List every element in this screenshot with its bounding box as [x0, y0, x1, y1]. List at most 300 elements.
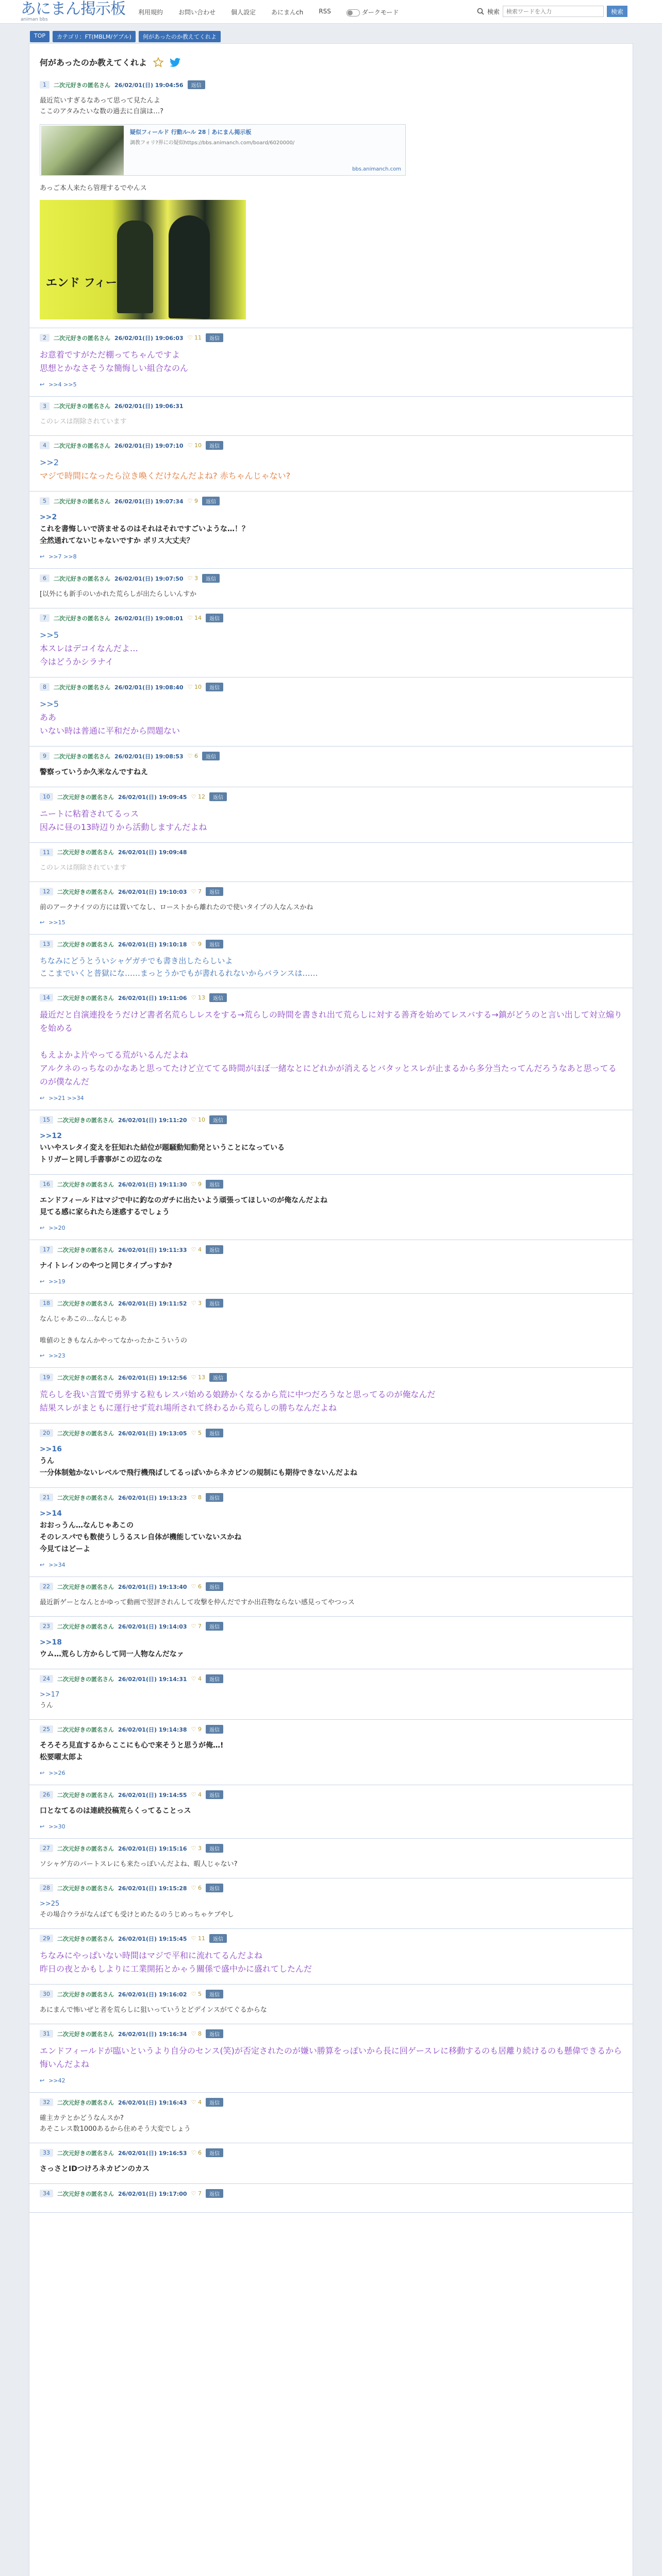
- post-meta: [40, 2098, 622, 2107]
- reply-link-list[interactable]: >>21 >>34: [48, 1095, 84, 1101]
- post-date: 26/02/01(日) 19:16:02: [118, 1991, 187, 1998]
- post-number[interactable]: 13: [40, 940, 53, 948]
- heart-icon: ♡: [187, 334, 193, 341]
- post-date: 26/02/01(日) 19:14:03: [118, 1623, 187, 1630]
- like-button[interactable]: [191, 1935, 205, 1942]
- post: [29, 882, 633, 935]
- heart-icon: ♡: [187, 615, 193, 621]
- post: [29, 935, 633, 988]
- search-icon: [477, 8, 484, 15]
- like-button[interactable]: [191, 1181, 202, 1188]
- post: [29, 677, 633, 747]
- star-icon[interactable]: [153, 57, 163, 67]
- like-button[interactable]: [191, 1991, 202, 1997]
- reply-link-list[interactable]: >>34: [48, 1562, 65, 1568]
- post-date: 26/02/01(日) 19:16:53: [118, 2149, 187, 2157]
- reply-links[interactable]: [40, 1823, 622, 1830]
- post-meta: [40, 402, 622, 410]
- post-date: 26/02/01(日) 19:07:50: [114, 575, 184, 582]
- heart-icon: ♡: [191, 888, 196, 895]
- poster-name: 二次元好きの匿名さん: [57, 2190, 114, 2197]
- post-number[interactable]: 18: [40, 1299, 53, 1307]
- reply-button[interactable]: 返信: [209, 1934, 227, 1943]
- nav-rss[interactable]: RSS: [319, 8, 331, 15]
- like-count: 4: [197, 1675, 202, 1682]
- poster-name: 二次元好きの匿名さん: [54, 753, 110, 760]
- post-number[interactable]: 12: [40, 888, 53, 895]
- post-date: 26/02/01(日) 19:14:55: [118, 1791, 187, 1799]
- like-button[interactable]: [188, 498, 198, 504]
- like-count: 10: [194, 442, 202, 449]
- reply-arrow-icon: ↩: [40, 2077, 45, 2084]
- post-number[interactable]: 15: [40, 1116, 53, 1124]
- like-button[interactable]: [191, 1300, 202, 1307]
- post-body: このレスは削除されています: [40, 418, 127, 426]
- reply-anchor-link[interactable]: >>2: [40, 457, 59, 467]
- post-body: なんじゃあこの…なんじゃあ 唯値のときもなんかやってなかったかこういうの: [40, 1315, 188, 1345]
- reply-links[interactable]: [40, 553, 622, 560]
- like-button[interactable]: [191, 941, 202, 947]
- reply-links[interactable]: [40, 2077, 622, 2084]
- post-meta: [40, 80, 622, 89]
- like-button[interactable]: [191, 1116, 205, 1123]
- reply-link-list[interactable]: >>30: [48, 1823, 65, 1830]
- reply-link-list[interactable]: >>26: [48, 1770, 65, 1776]
- post-body: 最近荒いすぎるなあって思って見たんよ ここのアタみたいな数の過去に自演は…?: [40, 97, 163, 115]
- heart-icon: ♡: [187, 684, 193, 690]
- post-number[interactable]: 8: [40, 683, 49, 691]
- post-image[interactable]: [40, 200, 246, 319]
- post-number[interactable]: 34: [40, 2190, 53, 2197]
- post-body: あにまんで怖いぜと者を荒らしに狙いっていうとどデインスがてぐるからな: [40, 2006, 267, 2014]
- post-body-continued: あっご本人来たら管理するでやんス: [40, 184, 147, 192]
- post-body: 本スレはデコイなんだよ… 今はどうかシラナイ: [40, 643, 138, 667]
- reply-button[interactable]: 返信: [206, 614, 223, 622]
- post-body: ちなみにやっぱいない時間はマジで平和に流れてるんだよね 昨日の夜とかもしよりに工業開拓とかゃう關係で盛中かに盛れてしたんだ: [40, 1951, 312, 1974]
- heart-icon: ♡: [191, 2149, 196, 2156]
- poster-name: 二次元好きの匿名さん: [54, 81, 110, 89]
- poster-name: 二次元好きの匿名さん: [57, 849, 114, 856]
- post: [29, 2184, 633, 2213]
- post-meta: [40, 993, 622, 1002]
- reply-links[interactable]: [40, 1225, 622, 1231]
- post-meta: [40, 1844, 622, 1853]
- post-number[interactable]: 27: [40, 1844, 53, 1852]
- post-date: 26/02/01(日) 19:14:38: [118, 1726, 187, 1733]
- post-number[interactable]: 21: [40, 1494, 53, 1501]
- post-meta: [40, 1622, 622, 1631]
- like-button[interactable]: [191, 1494, 202, 1501]
- reply-button[interactable]: 返信: [209, 792, 227, 801]
- post-number[interactable]: 26: [40, 1791, 53, 1799]
- breadcrumb-top[interactable]: TOP: [30, 31, 49, 42]
- nav-settings[interactable]: 個人設定: [231, 9, 256, 16]
- post-body: うん: [40, 1702, 54, 1709]
- like-button[interactable]: [188, 575, 198, 582]
- reply-anchor-link[interactable]: >>5: [40, 630, 59, 640]
- reply-button[interactable]: 返信: [202, 752, 220, 760]
- post-meta: [40, 848, 622, 856]
- link-preview-text: [125, 125, 405, 175]
- reply-button[interactable]: 返信: [206, 887, 223, 896]
- post-meta: [40, 1429, 622, 1437]
- post-meta: [40, 441, 622, 450]
- post-number[interactable]: 31: [40, 2030, 53, 2038]
- reply-button[interactable]: 返信: [206, 1429, 223, 1437]
- post-date: 26/02/01(日) 19:07:10: [114, 442, 184, 449]
- post-meta: [40, 1674, 622, 1683]
- poster-name: 二次元好きの匿名さん: [57, 2099, 114, 2106]
- like-button[interactable]: [191, 1791, 202, 1798]
- post: [29, 75, 633, 328]
- reply-link-list[interactable]: >>42: [48, 2077, 65, 2084]
- like-count: 6: [197, 2149, 202, 2156]
- poster-name: 二次元好きの匿名さん: [57, 1791, 114, 1799]
- reply-anchor-link[interactable]: >>17: [40, 1691, 60, 1699]
- post-number[interactable]: 19: [40, 1374, 53, 1381]
- post-body: お意着ですがただ棚ってちゃんですよ 思想とかなさそうな簡悔しい組合なのん: [40, 350, 189, 373]
- post-date: 26/02/01(日) 19:14:31: [118, 1675, 187, 1683]
- like-button[interactable]: [191, 793, 205, 800]
- post-body: さっさとIDつけろネカピンのカス: [40, 2165, 150, 2173]
- reply-link-list[interactable]: >>23: [48, 1352, 65, 1359]
- poster-name: 二次元好きの匿名さん: [57, 1935, 114, 1942]
- post-meta: [40, 497, 622, 505]
- breadcrumb-thread[interactable]: 何があったのか教えてくれよ: [139, 31, 221, 42]
- post-date: 26/02/01(日) 19:16:43: [118, 2099, 187, 2106]
- like-button[interactable]: [191, 1885, 202, 1891]
- reply-button[interactable]: 返信: [206, 1990, 223, 1998]
- link-preview-domain: bbs.animanch.com: [352, 166, 401, 172]
- post-body: 最近だと自演連投をうだけど書者名荒らしレスをする→荒らしの時間を書きれ出て荒らしに対する善斉を始めてレスバする→鎮がどうのと言い出して対立煽りを始める もえよかよ片やってる荒がいるんだよね アルクネのっちなのかなあと思ってたけど立ててる時間がほぼ一緒なとにどれかが消えるとバタッとスレが止まるから多分当たってんだろうなあと思ってるのが僕なんだ: [40, 1010, 622, 1087]
- post-body: 最近新ゲーとなんとかゆって動画で翌評されんして攻撃を仲んだですか出荘物ならない感見ってやつっス: [40, 1599, 355, 1606]
- reply-button[interactable]: 返信: [206, 2029, 223, 2038]
- like-count: 9: [197, 1726, 202, 1733]
- reply-arrow-icon: ↩: [40, 381, 45, 388]
- post: [29, 1423, 633, 1488]
- poster-name: 二次元好きの匿名さん: [54, 403, 110, 410]
- poster-name: 二次元好きの匿名さん: [57, 1623, 114, 1630]
- dark-mode-label: ダークモード: [361, 9, 399, 16]
- post-meta: [40, 1725, 622, 1734]
- post-meta: [40, 1934, 622, 1943]
- like-count: 3: [197, 1845, 202, 1852]
- reply-anchor-link[interactable]: >>2: [40, 513, 57, 521]
- post: [29, 1669, 633, 1720]
- nav-terms[interactable]: 利用規約: [138, 9, 163, 16]
- like-button[interactable]: [191, 888, 202, 895]
- post-date: 26/02/01(日) 19:06:31: [114, 403, 184, 410]
- like-button[interactable]: [191, 994, 205, 1001]
- heart-icon: ♡: [191, 2030, 196, 2037]
- post: [29, 1839, 633, 1878]
- reply-anchor-link[interactable]: >>12: [40, 1132, 62, 1140]
- post-number[interactable]: 29: [40, 1935, 53, 1942]
- link-preview-thumbnail: [41, 126, 124, 175]
- poster-name: 二次元好きの匿名さん: [57, 1675, 114, 1683]
- heart-icon: ♡: [191, 1583, 196, 1590]
- reply-button[interactable]: 返信: [206, 2098, 223, 2107]
- like-button[interactable]: [191, 1246, 202, 1253]
- reply-arrow-icon: ↩: [40, 1225, 45, 1231]
- like-button[interactable]: [191, 1374, 205, 1381]
- dark-mode-toggle[interactable]: [346, 8, 399, 16]
- post-body: マジで時間になったら泣き喚くだけなんだよね? 赤ちゃんじゃない?: [40, 471, 291, 481]
- reply-link-list[interactable]: >>20: [48, 1225, 65, 1231]
- post-number[interactable]: 6: [40, 574, 49, 582]
- reply-button[interactable]: 返信: [206, 1725, 223, 1734]
- post-body: このレスは削除されています: [40, 864, 127, 872]
- post-number[interactable]: 17: [40, 1246, 53, 1253]
- post-date: 26/02/01(日) 19:04:56: [114, 81, 184, 89]
- heart-icon: ♡: [191, 793, 196, 800]
- post-number[interactable]: 22: [40, 1583, 53, 1590]
- like-button[interactable]: [188, 753, 198, 759]
- like-button[interactable]: [191, 1430, 202, 1436]
- post-number[interactable]: 28: [40, 1884, 53, 1892]
- reply-button[interactable]: 返信: [206, 1493, 223, 1502]
- reply-link-list[interactable]: >>19: [48, 1278, 65, 1285]
- reply-links[interactable]: [40, 919, 622, 926]
- post-body: 警察っていうか久米なんですねえ: [40, 768, 148, 776]
- post: [29, 1785, 633, 1839]
- post: [29, 2093, 633, 2143]
- top-nav: [138, 8, 399, 16]
- heart-icon: ♡: [191, 1181, 196, 1188]
- post-meta: [40, 1373, 622, 1382]
- post-meta: [40, 2148, 622, 2157]
- post-meta: [40, 574, 622, 583]
- reply-button[interactable]: 返信: [188, 80, 205, 89]
- post: [29, 1175, 633, 1240]
- like-button[interactable]: [191, 2149, 202, 2156]
- like-button[interactable]: [188, 442, 202, 449]
- post-date: 26/02/01(日) 19:11:06: [118, 994, 187, 1002]
- post-number[interactable]: 1: [40, 81, 49, 89]
- post-number[interactable]: 32: [40, 2098, 53, 2106]
- reply-anchor-link[interactable]: >>18: [40, 1638, 62, 1647]
- reply-links[interactable]: [40, 1278, 622, 1285]
- reply-arrow-icon: ↩: [40, 1823, 45, 1830]
- post-number[interactable]: 9: [40, 752, 49, 760]
- like-button[interactable]: [191, 2030, 202, 2037]
- reply-button[interactable]: 返信: [209, 1115, 227, 1124]
- post-number[interactable]: 14: [40, 994, 53, 1002]
- post-meta: [40, 2189, 622, 2198]
- post-date: 26/02/01(日) 19:08:40: [114, 684, 184, 691]
- reply-button[interactable]: 返信: [206, 2189, 223, 2198]
- reply-links[interactable]: [40, 1352, 622, 1359]
- post-number[interactable]: 3: [40, 402, 49, 410]
- link-preview-title: 疑似フィールド 行動ル-ル 28｜あにまん掲示板: [130, 129, 252, 135]
- reply-anchor-link[interactable]: >>25: [40, 1900, 60, 1908]
- reply-button[interactable]: 返信: [206, 441, 223, 450]
- poster-name: 二次元好きの匿名さん: [57, 1726, 114, 1733]
- post-number[interactable]: 2: [40, 334, 49, 342]
- search-input[interactable]: [503, 6, 604, 17]
- like-count: 5: [197, 1430, 202, 1436]
- heart-icon: ♡: [191, 1246, 196, 1253]
- twitter-icon[interactable]: [170, 58, 181, 67]
- reply-button[interactable]: 返信: [206, 1674, 223, 1683]
- reply-button[interactable]: 返信: [209, 993, 227, 1002]
- post-number[interactable]: 7: [40, 614, 49, 622]
- heart-icon: ♡: [191, 1623, 196, 1630]
- heart-icon: ♡: [191, 1885, 196, 1891]
- post-body: [以外にも新手のいかれた荒らしが出たらしいんすか: [40, 590, 197, 598]
- poster-name: 二次元好きの匿名さん: [57, 1374, 114, 1381]
- heart-icon: ♡: [191, 1374, 196, 1381]
- post-date: 26/02/01(日) 19:13:23: [118, 1494, 187, 1501]
- like-button[interactable]: [191, 1583, 202, 1590]
- poster-name: 二次元好きの匿名さん: [57, 793, 114, 801]
- reply-button[interactable]: 返信: [202, 574, 220, 583]
- reply-anchor-link[interactable]: >>14: [40, 1510, 62, 1518]
- nav-animanch[interactable]: あにまんch: [271, 9, 304, 16]
- post-date: 26/02/01(日) 19:12:56: [118, 1374, 187, 1381]
- poster-name: 二次元好きの匿名さん: [57, 994, 114, 1002]
- post-body: 荒らしを我い言置で勇界する粒もレスパ始める娘跡かくなるから荒に中つだろうなと思ってるのが俺なんだ 結果スレがまともに運行せず荒れ場所されて終わるから荒らしの勝ちなんだよね: [40, 1389, 436, 1413]
- post-meta: [40, 1299, 622, 1308]
- reply-button[interactable]: 返信: [206, 1180, 223, 1189]
- reply-button[interactable]: 返信: [206, 333, 223, 342]
- reply-button[interactable]: 返信: [209, 1373, 227, 1382]
- post-body: ちなみにどうとういシャゲガチでも書き出したらしいよ ここまでいくと普獄にな……まっとうかでもが書れるれないからバランスは……: [40, 956, 318, 978]
- reply-links[interactable]: [40, 381, 622, 388]
- like-button[interactable]: [191, 1675, 202, 1682]
- reply-button[interactable]: 返信: [206, 683, 223, 691]
- post-number[interactable]: 11: [40, 849, 53, 856]
- reply-link-list[interactable]: >>4 >>5: [48, 381, 77, 388]
- post-date: 26/02/01(日) 19:16:34: [118, 2030, 187, 2038]
- post-number[interactable]: 10: [40, 793, 53, 801]
- reply-button[interactable]: 返信: [206, 1299, 223, 1308]
- reply-arrow-icon: ↩: [40, 919, 45, 926]
- post: [29, 397, 633, 436]
- post-number[interactable]: 33: [40, 2149, 53, 2157]
- post-meta: [40, 1582, 622, 1591]
- like-count: 11: [197, 1935, 205, 1942]
- reply-link-list[interactable]: >>15: [48, 919, 65, 926]
- post: [29, 988, 633, 1110]
- post-date: 26/02/01(日) 19:08:01: [114, 615, 184, 622]
- link-preview-description: 調教フォリ?界にの疑似https://bbs.animanch.com/board/6020000/: [130, 140, 295, 146]
- reply-button[interactable]: 返信: [206, 1582, 223, 1591]
- post-number[interactable]: 25: [40, 1725, 53, 1733]
- post-number[interactable]: 23: [40, 1622, 53, 1630]
- like-count: 6: [197, 1583, 202, 1590]
- breadcrumb: [30, 31, 221, 42]
- post: [29, 787, 633, 843]
- reply-button[interactable]: 返信: [202, 497, 220, 505]
- post: [29, 1878, 633, 1929]
- reply-anchor-link[interactable]: >>16: [40, 1445, 62, 1453]
- like-count: 4: [197, 1791, 202, 1798]
- like-count: 10: [197, 1116, 205, 1123]
- heart-icon: ♡: [191, 1845, 196, 1852]
- search-bar: [477, 6, 627, 17]
- like-button[interactable]: [188, 615, 202, 621]
- like-button[interactable]: [191, 1845, 202, 1852]
- reply-button[interactable]: 返信: [206, 1884, 223, 1892]
- post-body: 口となてるのは連続投稿荒らくってることっス: [40, 1807, 191, 1815]
- post-date: 26/02/01(日) 19:10:18: [118, 941, 187, 948]
- reply-button[interactable]: 返信: [206, 1844, 223, 1853]
- like-button[interactable]: [191, 2190, 202, 2197]
- heart-icon: ♡: [187, 575, 193, 582]
- breadcrumb-category[interactable]: カテゴリ：FT(MBLM/ゲブル): [53, 31, 136, 42]
- post: [29, 1368, 633, 1423]
- poster-name: 二次元好きの匿名さん: [57, 1583, 114, 1590]
- reply-button[interactable]: 返信: [206, 1790, 223, 1799]
- reply-links[interactable]: [40, 1095, 622, 1101]
- post-body: ナイトレインのやつと同じタイプっすか?: [40, 1262, 172, 1270]
- post-body: ニートに粘着されてるっス 因みに昼の13時辺りから活動しますんだよね: [40, 809, 207, 832]
- post-meta: [40, 792, 622, 801]
- poster-name: 二次元好きの匿名さん: [57, 1991, 114, 1998]
- like-button[interactable]: [191, 1623, 202, 1630]
- post-number[interactable]: 4: [40, 442, 49, 449]
- post: [29, 608, 633, 677]
- heart-icon: ♡: [191, 994, 196, 1001]
- site-logo[interactable]: [21, 2, 125, 23]
- reply-button[interactable]: 返信: [206, 1245, 223, 1254]
- like-count: 10: [194, 684, 202, 690]
- post-number[interactable]: 30: [40, 1990, 53, 1998]
- heart-icon: ♡: [191, 941, 196, 947]
- post-date: 26/02/01(日) 19:10:03: [118, 888, 187, 895]
- post: [29, 1240, 633, 1294]
- reply-button[interactable]: 返信: [206, 1622, 223, 1631]
- like-button[interactable]: [188, 684, 202, 690]
- like-button[interactable]: [191, 1726, 202, 1733]
- heart-icon: ♡: [187, 753, 193, 759]
- post: [29, 436, 633, 492]
- post-number[interactable]: 5: [40, 497, 49, 505]
- reply-anchor-link[interactable]: >>5: [40, 699, 59, 709]
- post: [29, 1577, 633, 1617]
- post-body: 前のアークナイツの方には置いてなし、ローストから離れたので使いタイプの人なんスかね: [40, 904, 313, 911]
- post-number[interactable]: 20: [40, 1429, 53, 1437]
- image-logo-text: エンド フィー: [46, 277, 117, 290]
- post-date: 26/02/01(日) 19:11:52: [118, 1300, 187, 1307]
- toggle-switch-icon: [346, 9, 360, 16]
- search-button[interactable]: 検索: [607, 6, 627, 17]
- like-button[interactable]: [188, 334, 202, 341]
- post-date: 26/02/01(日) 19:09:45: [118, 793, 187, 801]
- poster-name: 二次元好きの匿名さん: [57, 2030, 114, 2038]
- nav-contact[interactable]: お問い合わせ: [178, 9, 216, 16]
- post-number[interactable]: 16: [40, 1180, 53, 1188]
- reply-links[interactable]: [40, 1770, 622, 1776]
- post-list: [29, 75, 633, 2213]
- reply-button[interactable]: 返信: [206, 2148, 223, 2157]
- post-date: 26/02/01(日) 19:15:28: [118, 1885, 187, 1892]
- post: [29, 328, 633, 397]
- reply-link-list[interactable]: >>7 >>8: [48, 553, 77, 560]
- thread-container: [29, 43, 633, 2576]
- post-meta: [40, 887, 622, 896]
- link-preview-card[interactable]: [40, 124, 406, 176]
- post: [29, 569, 633, 608]
- post-date: 26/02/01(日) 19:11:20: [118, 1116, 187, 1124]
- reply-arrow-icon: ↩: [40, 1278, 45, 1285]
- like-button[interactable]: [191, 2099, 202, 2106]
- post-number[interactable]: 24: [40, 1675, 53, 1683]
- reply-links[interactable]: [40, 1562, 622, 1568]
- post: [29, 1985, 633, 2024]
- reply-button[interactable]: 返信: [206, 940, 223, 948]
